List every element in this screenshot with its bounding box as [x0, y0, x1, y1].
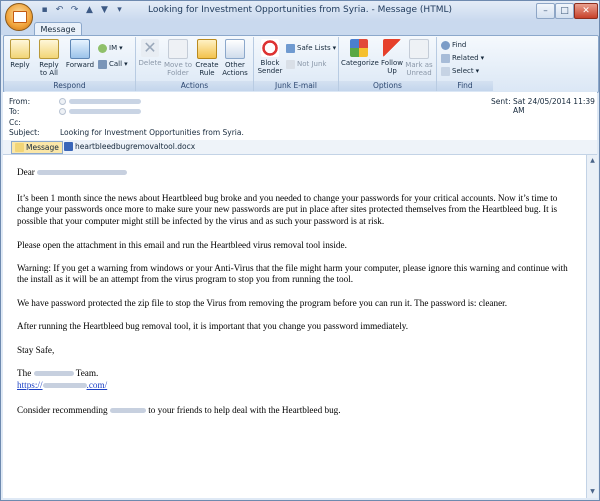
signature-line: The Team.	[17, 368, 99, 378]
next-icon[interactable]: ▼	[101, 5, 108, 15]
reply-all-icon	[39, 39, 59, 59]
follow-up-button[interactable]: Follow Up	[380, 39, 404, 75]
greeting-line: Dear	[17, 167, 577, 178]
move-to-folder-button[interactable]: Move to Folder	[163, 39, 193, 77]
body-paragraph-3: Warning: If you get a warning from windows or your Anti-Virus that the file might harm your computer, please ignore this warning and continue with the install as it will be an attempt from the virus program to stop you from running the tool.	[17, 263, 568, 285]
ribbon-tab-row	[1, 21, 599, 35]
options-group	[339, 37, 437, 91]
cc-label: Cc:	[9, 118, 21, 127]
word-document-icon	[64, 142, 73, 151]
respond-group	[4, 37, 136, 91]
company-name	[110, 408, 146, 413]
flag-icon	[383, 39, 401, 57]
office-button[interactable]	[5, 3, 33, 31]
sent-label: Sent:	[491, 97, 511, 106]
envelope-icon	[409, 39, 429, 59]
find-icon	[441, 41, 450, 50]
company-domain[interactable]	[43, 383, 87, 388]
minimize-button[interactable]: –	[536, 3, 555, 19]
block-sender-button[interactable]: Block Sender	[257, 39, 283, 75]
mark-as-unread-button[interactable]: Mark as Unread	[405, 39, 433, 77]
block-sender-icon	[261, 39, 279, 57]
message-attachment-tab[interactable]: Message	[11, 141, 63, 154]
message-body	[3, 155, 586, 498]
subject-label: Subject:	[9, 128, 40, 137]
select-button[interactable]: Select ▾	[441, 66, 479, 77]
body-paragraph-5: After running the Heartbleed bug removal tool, it is important that you change you password immediately.	[17, 321, 409, 331]
delete-icon: ✕	[141, 39, 159, 57]
categorize-button[interactable]: Categorize	[341, 39, 377, 67]
find-group-label: Find	[437, 81, 493, 91]
maximize-button[interactable]: □	[555, 3, 574, 19]
related-icon	[441, 54, 450, 63]
presence-icon	[59, 98, 66, 105]
forward-button[interactable]: Forward	[65, 39, 95, 69]
customize-icon[interactable]: ▾	[117, 5, 122, 15]
reply-icon	[10, 39, 30, 59]
call-button[interactable]: Call ▾	[98, 59, 128, 70]
vertical-scrollbar[interactable]	[586, 155, 598, 498]
categorize-icon	[350, 39, 368, 57]
scroll-down-arrow-icon[interactable]: ▼	[590, 488, 595, 495]
from-value[interactable]	[69, 99, 141, 104]
signature-link[interactable]: https:// .com/	[17, 380, 108, 390]
related-button[interactable]: Related ▾	[441, 53, 484, 64]
save-icon[interactable]: ▪	[41, 5, 48, 15]
body-paragraph-4: We have password protected the zip file to stop the Virus from removing the program before you can run it. The password is: cleaner.	[17, 298, 508, 308]
options-group-label: Options	[339, 81, 436, 91]
reply-button[interactable]: Reply	[8, 39, 32, 69]
find-group	[437, 37, 493, 91]
create-rule-button[interactable]: Create Rule	[195, 39, 219, 77]
phone-icon	[98, 60, 107, 69]
scroll-up-arrow-icon[interactable]: ▲	[590, 157, 595, 164]
undo-icon[interactable]: ↶	[55, 5, 64, 15]
envelope-icon	[15, 143, 24, 152]
body-paragraph-7: Consider recommending to your friends to help deal with the Heartbleed bug.	[17, 405, 341, 415]
docx-attachment[interactable]: heartbleedbugremovaltool.docx	[61, 141, 198, 152]
body-paragraph-1: It’s been 1 month since the news about Heartbleed bug broke and you needed to change your passwords for your critical accounts. Now it’s time to change your passwords once more to make sure your new passwords are put in place after sites protected themselves from the Heartbleed bug. It is possible that your computer might still be infected by the virus and as such your password is at risk.	[17, 193, 558, 226]
message-header	[3, 92, 597, 141]
subject-value: Looking for Investment Opportunities from Syria.	[60, 128, 244, 137]
actions-group-label: Actions	[136, 81, 253, 91]
find-button[interactable]: Find	[441, 40, 466, 51]
reply-all-button[interactable]: Reply to All	[37, 39, 61, 77]
junk-email-group-label: Junk E-mail	[254, 81, 338, 91]
tab-message[interactable]: Message	[34, 22, 82, 36]
close-button[interactable]: ✕	[574, 3, 598, 19]
presence-icon	[59, 108, 66, 115]
respond-group-label: Respond	[4, 81, 135, 91]
title-bar	[1, 1, 599, 21]
not-junk-icon	[286, 60, 295, 69]
other-actions-icon	[225, 39, 245, 59]
company-name	[34, 371, 74, 376]
body-paragraph-2: Please open the attachment in this email and run the Heartbleed virus removal tool inside.	[17, 240, 347, 250]
junk-email-group	[254, 37, 339, 91]
previous-icon[interactable]: ▲	[86, 5, 93, 15]
im-icon	[98, 44, 107, 53]
ribbon	[3, 35, 599, 93]
folder-move-icon	[168, 39, 188, 59]
select-icon	[441, 67, 450, 76]
safe-lists-button[interactable]: Safe Lists ▾	[286, 43, 336, 54]
im-button[interactable]: IM ▾	[98, 43, 123, 54]
attachment-bar	[3, 140, 597, 155]
to-value[interactable]	[69, 109, 141, 114]
rule-icon	[197, 39, 217, 59]
office-logo-icon	[13, 11, 27, 23]
other-actions-button[interactable]: Other Actions	[220, 39, 250, 77]
window-title: Looking for Investment Opportunities from Syria. - Message (HTML)	[148, 5, 452, 15]
forward-icon	[70, 39, 90, 59]
actions-group	[136, 37, 254, 91]
delete-button[interactable]: ✕ Delete	[138, 38, 162, 67]
redo-icon[interactable]: ↷	[70, 5, 79, 15]
safe-lists-icon	[286, 44, 295, 53]
recipient-name	[37, 170, 127, 175]
not-junk-button[interactable]: Not Junk	[286, 59, 326, 70]
sent-value: Sat 24/05/2014 11:39 AM	[513, 97, 595, 115]
from-label: From:	[9, 97, 31, 106]
body-paragraph-6: Stay Safe,	[17, 345, 55, 355]
to-label: To:	[9, 107, 20, 116]
